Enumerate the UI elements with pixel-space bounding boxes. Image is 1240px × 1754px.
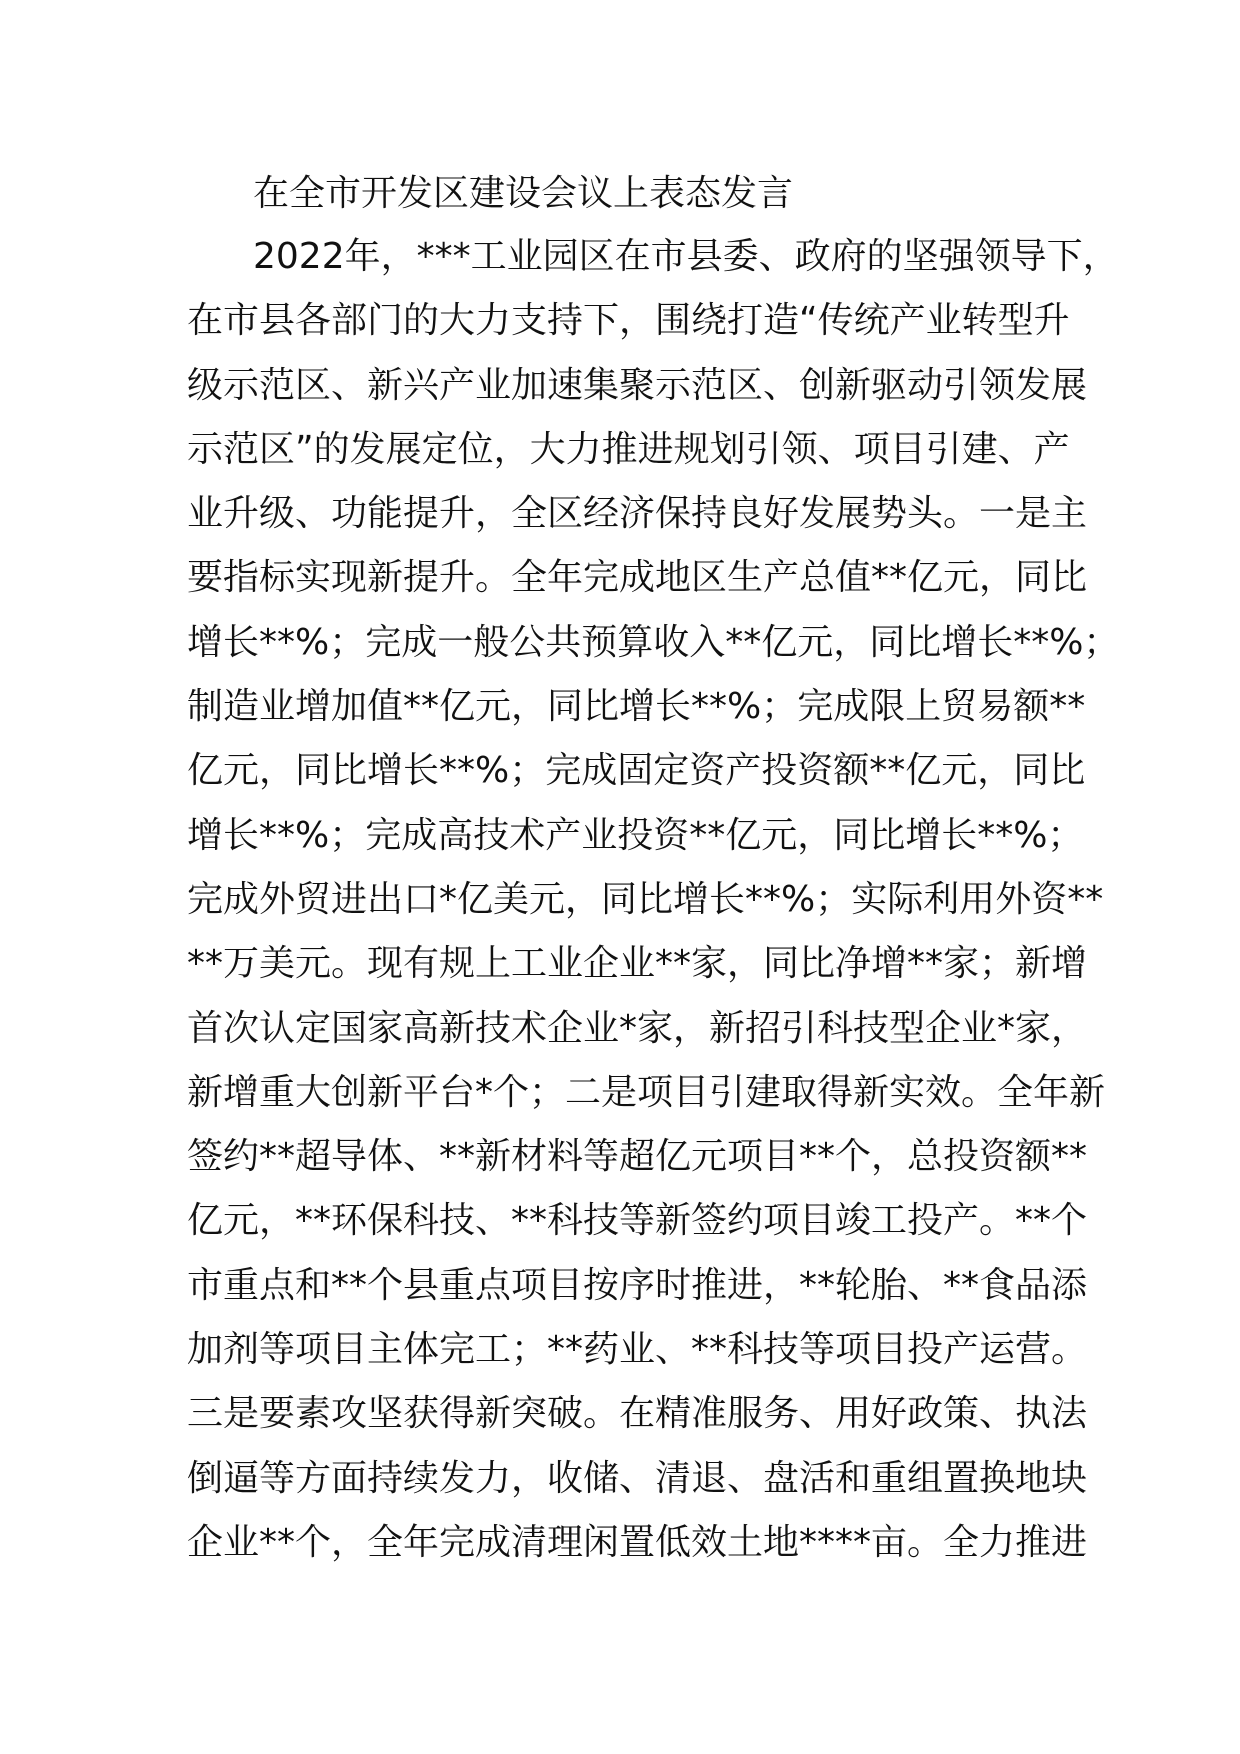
body-line: **万美元。现有规上工业企业**家，同比净增**家；新增 — [187, 943, 1088, 985]
body-line: 增长**%；完成一般公共预算收入**亿元，同比增长**%； — [187, 621, 1120, 663]
body-line: 业升级、功能提升，全区经济保持良好发展势头。一是主 — [187, 493, 1088, 535]
body-line: 市重点和**个县重点项目按序时推进，**轮胎、**食品添 — [187, 1264, 1088, 1306]
body-line: 企业**个，全年完成清理闲置低效土地****亩。全力推进 — [187, 1521, 1088, 1563]
body-line: 新增重大创新平台*个；二是项目引建取得新实效。全年新 — [187, 1071, 1106, 1113]
body-line: 签约**超导体、**新材料等超亿元项目**个，总投资额** — [187, 1136, 1088, 1178]
body-line: 三是要素攻坚获得新突破。在精准服务、用好政策、执法 — [187, 1393, 1088, 1435]
body-line: 级示范区、新兴产业加速集聚示范区、创新驱动引领发展 — [187, 364, 1088, 406]
body-line: 增长**%；完成高技术产业投资**亿元，同比增长**%； — [187, 814, 1084, 856]
body-line: 示范区”的发展定位，大力推进规划引领、项目引建、产 — [187, 428, 1070, 470]
body-line: 首次认定国家高新技术企业*家，新招引科技型企业*家， — [187, 1007, 1088, 1049]
document-title: 在全市开发区建设会议上表态发言 — [253, 173, 794, 214]
body-line: 完成外贸进出口*亿美元，同比增长**%；实际利用外资** — [187, 878, 1104, 920]
body-line: 亿元，**环保科技、**科技等新签约项目竣工投产。**个 — [187, 1200, 1088, 1242]
body-line: 倒逼等方面持续发力，收储、清退、盘活和重组置换地块 — [187, 1457, 1088, 1499]
body-line: 要指标实现新提升。全年完成地区生产总值**亿元，同比 — [187, 557, 1088, 599]
body-line: 制造业增加值**亿元，同比增长**%；完成限上贸易额** — [187, 686, 1086, 728]
document-body — [187, 233, 1120, 1583]
body-line: 加剂等项目主体完工；**药业、**科技等项目投产运营。 — [187, 1329, 1088, 1371]
body-line: 在市县各部门的大力支持下，围绕打造“传统产业转型升 — [187, 300, 1070, 342]
body-line: 亿元，同比增长**%；完成固定资产投资额**亿元，同比 — [187, 750, 1086, 792]
body-line: 2022年，***工业园区在市县委、政府的坚强领导下， — [253, 236, 1119, 277]
